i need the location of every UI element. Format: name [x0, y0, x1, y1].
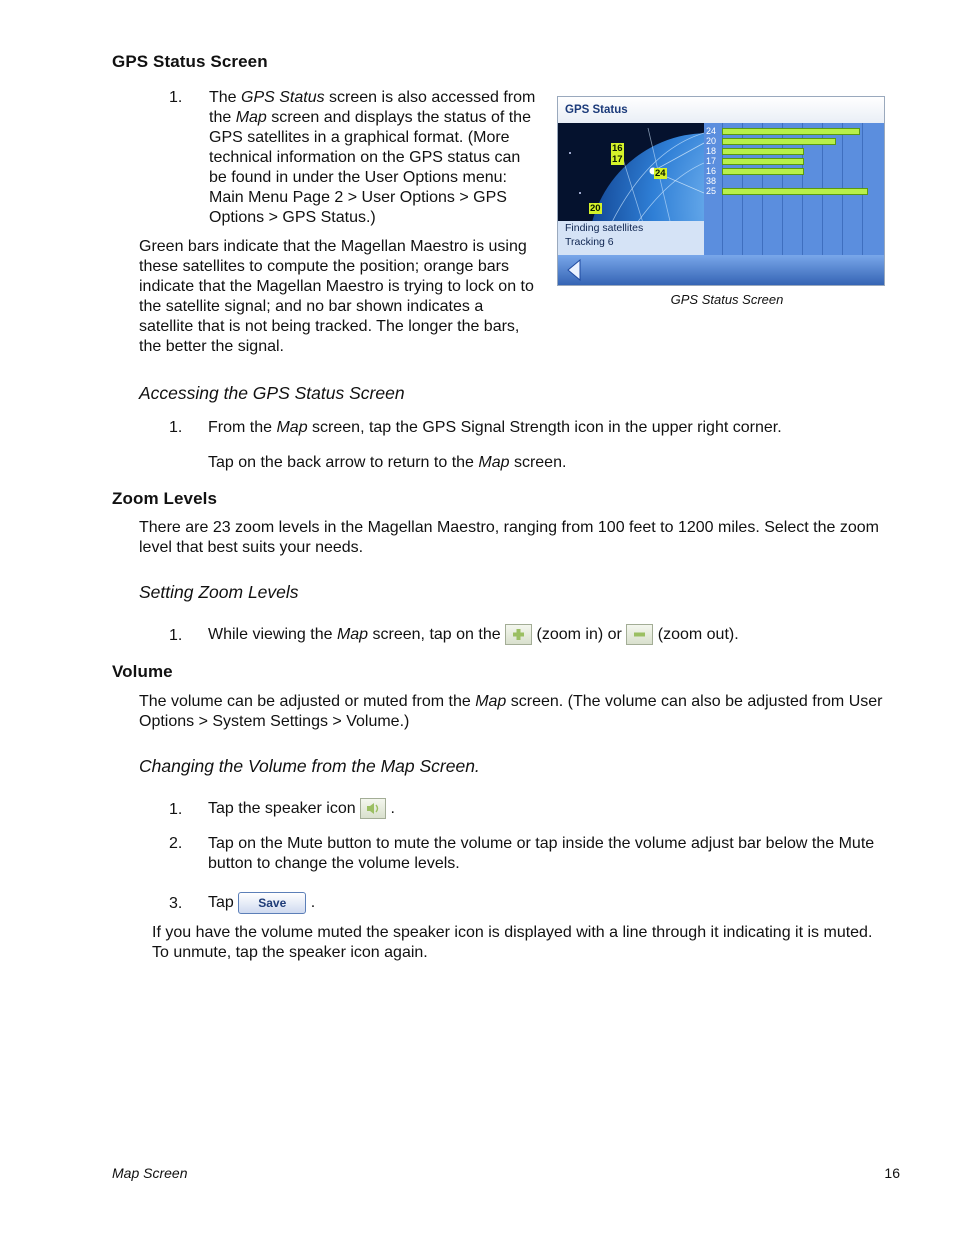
text-italic: Map	[235, 109, 267, 126]
gps-title: GPS Status	[565, 104, 628, 116]
accessing-step	[208, 418, 928, 438]
status-line: Tracking 6	[565, 236, 614, 248]
text: Tap the speaker icon	[208, 800, 361, 817]
satellite-signal-bar	[722, 158, 804, 165]
volume-closing-note: If you have the volume muted the speaker icon is displayed with a line through it indicating it is muted. To unmute, tap the speaker icon again.	[152, 924, 873, 961]
text-italic: Map	[276, 419, 308, 436]
list-number: 3.	[169, 895, 183, 912]
satellite-badge: 16	[612, 143, 623, 154]
satellite-badge: 24	[655, 168, 666, 179]
back-arrow-icon[interactable]	[564, 255, 586, 285]
satellite-id-label: 18	[706, 146, 717, 156]
text: screen, tap the GPS Signal Strength icon in the upper right corner.	[307, 419, 782, 436]
signal-strength-panel	[704, 123, 884, 255]
text: While viewing the	[208, 626, 337, 643]
footer-section-name: Map Screen	[112, 1165, 188, 1181]
accessing-note	[208, 453, 928, 473]
tracking-status	[558, 221, 704, 255]
section-heading-volume: Volume	[112, 662, 173, 681]
volume-step-2: Tap on the Mute button to mute the volume or tap inside the volume adjust bar below the Mute button to change the volume levels.	[208, 835, 875, 872]
text: (zoom out).	[653, 626, 739, 643]
satellite-signal-bar	[722, 168, 804, 175]
satellite-badge: 17	[612, 154, 623, 165]
volume-description	[139, 692, 909, 732]
page-number: 16	[884, 1165, 900, 1181]
text-italic: Map	[475, 693, 507, 710]
text: The	[209, 89, 242, 106]
list-number: 1.	[169, 627, 183, 644]
satellite-signal-bar	[722, 148, 804, 155]
gps-status-screenshot	[557, 96, 885, 286]
zoom-step	[208, 624, 928, 646]
satellite-id-label: 16	[706, 166, 717, 176]
list-number: 1.	[169, 419, 183, 436]
zoom-in-icon[interactable]	[505, 624, 532, 645]
text: screen, tap on the	[368, 626, 506, 643]
list-number: 1.	[169, 801, 183, 818]
satellite-id-label: 25	[706, 186, 717, 196]
text: (zoom in) or	[532, 626, 627, 643]
section-heading-gps-status: GPS Status Screen	[112, 52, 268, 71]
text: Tap	[208, 894, 239, 912]
satellite-signal-bar	[722, 138, 836, 145]
zoom-out-icon[interactable]	[626, 624, 653, 645]
list-number: 1.	[169, 89, 183, 106]
text: .	[310, 894, 316, 912]
text-italic: Map	[336, 626, 369, 643]
figure-caption: GPS Status Screen	[670, 292, 784, 307]
gps-bars-explanation: Green bars indicate that the Magellan Maestro is using these satellites to compute the position; orange bars indicate that the Magellan Maestro is trying to lock on to the satellite signal; and no bar shown indicates a satellite that is not being tracked. The longer the bars, the better the signal.	[139, 238, 534, 355]
volume-step-1	[208, 798, 928, 820]
subheading-setting-zoom: Setting Zoom Levels	[139, 582, 299, 602]
satellite-id-label: 17	[706, 156, 717, 166]
satellite-id-label: 24	[706, 126, 717, 136]
speaker-icon[interactable]	[360, 798, 386, 819]
satellite-signal-bar	[722, 188, 868, 195]
text-italic: Map	[478, 454, 510, 471]
gps-title-bar	[558, 97, 884, 123]
text: screen is also accessed from the	[209, 89, 536, 126]
zoom-description: There are 23 zoom levels in the Magellan Maestro, ranging from 100 feet to 1200 miles. Select the zoom level that best suits your needs.	[139, 519, 879, 556]
satellite-id-label: 20	[706, 136, 717, 146]
text: .	[386, 800, 395, 817]
satellite-badge: 20	[590, 203, 601, 214]
text: The volume can be adjusted or muted from the	[139, 693, 476, 710]
text: screen. (The volume can also be adjusted from User Options > System Settings > Volume.)	[139, 693, 883, 730]
status-line: Finding satellites	[565, 222, 644, 234]
section-heading-zoom: Zoom Levels	[112, 489, 218, 508]
gps-intro-text	[209, 88, 539, 228]
list-number: 2.	[169, 835, 183, 852]
text: Tap on the back arrow to return to the	[208, 454, 479, 471]
volume-step-3	[208, 892, 928, 914]
satellite-id-label: 38	[706, 176, 717, 186]
gps-bottom-bar	[558, 255, 884, 285]
save-button[interactable]: Save	[238, 892, 306, 914]
text: From the	[208, 419, 277, 436]
text: screen and displays the status of the GPS satellites in a graphical format. (More technical information on the GPS status can be found in under the User Options menu: Main Menu Page 2 > User Options > GPS Options > GPS Status.)	[209, 109, 531, 226]
subheading-accessing: Accessing the GPS Status Screen	[139, 383, 405, 403]
text-italic: GPS Status	[241, 89, 325, 106]
satellite-signal-bar	[722, 128, 860, 135]
text: screen.	[509, 454, 567, 471]
subheading-changing-volume: Changing the Volume from the Map Screen.	[139, 756, 480, 776]
